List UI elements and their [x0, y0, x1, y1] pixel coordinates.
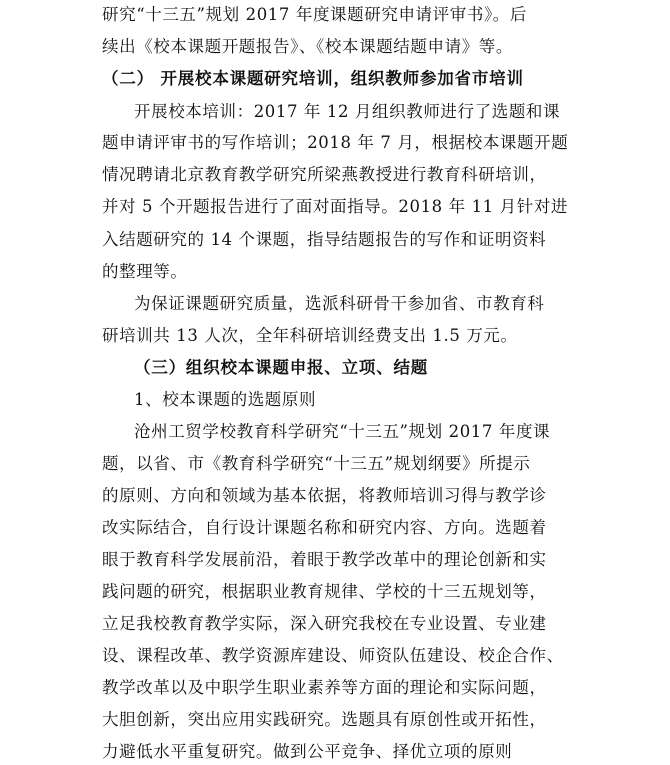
text-line-20: 立足我校教育教学实际，深入研究我校在专业设置、专业建: [102, 614, 547, 633]
text-line-8: 入结题研究的 14 个课题，指导结题报告的写作和证明资料: [102, 230, 547, 249]
text-line-2: 续出《校本课题开题报告》、《校本课题结题申请》等。: [102, 37, 513, 56]
text-line-15: 题，以省、市《教育科学研究“十三五”规划纲要》所提示: [102, 454, 531, 473]
section-heading-3: （三）组织校本课题申报、立项、结题: [134, 358, 429, 377]
text-line-22: 教学改革以及中职学生职业素养等方面的理论和实际问题，: [102, 678, 547, 697]
text-line-4: 开展校本培训：2017 年 12 月组织教师进行了选题和课: [134, 102, 561, 121]
section-heading-2: （二） 开展校本课题研究培训，组织教师参加省市培训: [102, 69, 524, 88]
text-line-19: 践问题的研究，根据职业教育规律、学校的十三五规划等，: [102, 582, 547, 601]
text-line-5: 题申请评审书的写作培训；2018 年 7 月，根据校本课题开题: [102, 133, 569, 152]
text-line-17: 改实际结合，自行设计课题名称和研究内容、方向。选题着: [102, 518, 547, 537]
text-line-24: 力避低水平重复研究。做到公平竞争、择优立项的原则: [102, 742, 513, 761]
text-line-9: 的整理等。: [102, 262, 188, 281]
text-line-11: 研培训共 13 人次，全年科研培训经费支出 1.5 万元。: [102, 326, 518, 345]
text-line-23: 大胆创新，突出应用实践研究。选题具有原创性或开拓性，: [102, 710, 547, 729]
text-line-6: 情况聘请北京教育教学研究所梁燕教授进行教育科研培训，: [102, 165, 547, 184]
text-line-10: 为保证课题研究质量，选派科研骨干参加省、市教育科: [134, 294, 545, 313]
text-line-21: 设、课程改革、教学资源库建设、师资队伍建设、校企合作、: [102, 646, 564, 665]
text-line-18: 眼于教育科学发展前沿，着眼于教学改革中的理论创新和实: [102, 550, 547, 569]
text-line-14: 沧州工贸学校教育科学研究“十三五”规划 2017 年度课: [134, 422, 551, 441]
text-line-1: 研究“十三五”规划 2017 年度课题研究申请评审书》。后: [102, 5, 528, 24]
text-line-7: 并对 5 个开题报告进行了面对面指导。2018 年 11 月针对进: [102, 197, 569, 216]
text-line-16: 的原则、方向和领域为基本依据，将教师培训习得与教学诊: [102, 486, 547, 505]
subsection-heading-1: 1、校本课题的选题原则: [134, 390, 317, 409]
